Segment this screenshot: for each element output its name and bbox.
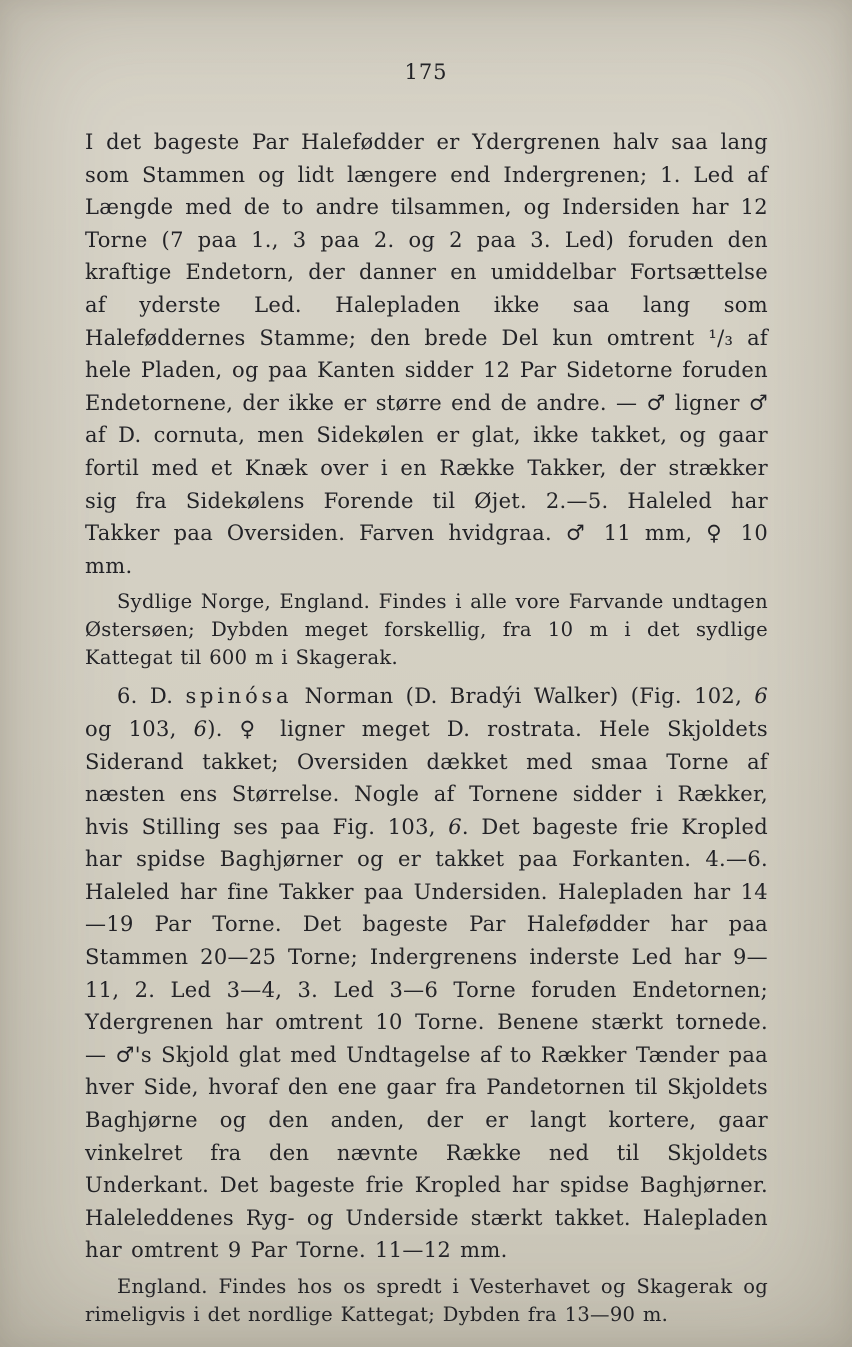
- text-run: ). ♀ ligner meget D. rostrata. Hele Skjoldets Siderand takket; Oversiden dækket med smaa Torne af næsten ens Størrelse. Nogle af Tornene sidder i Rækker, hvis Stilling ses paa Fig. 103,: [85, 716, 768, 839]
- text-run: I det bageste Par Halefødder er Ydergrenen halv saa lang som Stammen og lidt længere end Indergrenen; 1. Led af Længde med de to andre tilsammen, og Indersiden har 12 Torne (7 paa 1., 3 paa 2. og 2 paa 3. Led) foruden den kraftige Endetorn, der danner en umiddelbar Fortsættelse af yderste Led. Halepladen ikke saa lang som Haleføddernes Stamme; den brede Del kun omtrent ¹/₃ af hele Pladen, og paa Kanten sidder 12 Par Sidetorne foruden Endetornene, der ikke er større end de andre. — ♂ ligner ♂ af D. cornuta, men Sidekølen er glat, ikke takket, og gaar fortil med et Knæk over i en Række Takker, der strækker sig fra Sidekølens Forende til Øjet. 2.—5. Haleled har Takker paa Oversiden. Farven hvidgraa. ♂ 11 mm, ♀ 10 mm.: [85, 130, 768, 578]
- paragraph-distribution-spinosa: [85, 1273, 768, 1329]
- page-number: 175: [404, 60, 448, 84]
- text-run: 6. D.: [117, 684, 186, 709]
- text-run: Sydlige Norge, England. Findes i alle vore Farvande undtagen Østersøen; Dybden meget forskellig, fra 10 m i det sydlige Kattegat til 600 m i Skagerak.: [85, 590, 768, 670]
- paragraph-species-description-spinosa: [85, 680, 768, 1267]
- text-run: og 103,: [85, 716, 194, 741]
- species-name-spinosa: spinósa: [185, 684, 293, 709]
- paragraph-distribution-rostrata: [85, 588, 768, 672]
- text-block: [85, 126, 768, 1329]
- text-run: Norman (D. Bradýi Walker) (Fig. 102,: [292, 684, 755, 709]
- figure-reference-number: 6: [193, 716, 208, 741]
- figure-reference-number: 6: [448, 814, 462, 839]
- figure-reference-number: 6: [754, 684, 768, 709]
- text-run: England. Findes hos os spredt i Vesterhavet og Skagerak og rimeligvis i det nordlige Kattegat; Dybden fra 13—90 m.: [85, 1275, 768, 1326]
- paragraph-species-description-continued: [85, 126, 768, 582]
- text-run: . Det bageste frie Kropled har spidse Baghjørner og er takket paa Forkanten. 4.—6. Haleled har fine Takker paa Undersiden. Halepladen har 14—19 Par Torne. Det bageste Par Halefødder har paa Stammen 20—25 Torne; Indergrenens inderste Led har 9—11, 2. Led 3—4, 3. Led 3—6 Torne foruden Endetornen; Ydergrenen har omtrent 10 Torne. Benene stærkt tornede. — ♂'s Skjold glat med Undtagelse af to Rækker Tænder paa hver Side, hvoraf den ene gaar fra Pandetornen til Skjoldets Baghjørne og den anden, der er langt kortere, gaar vinkelret fra den nævnte Række ned til Skjoldets Underkant. Det bageste frie Kropled har spidse Baghjørner. Haleleddenes Ryg- og Underside stærkt takket. Halepladen har omtrent 9 Par Torne. 11—12 mm.: [85, 814, 768, 1263]
